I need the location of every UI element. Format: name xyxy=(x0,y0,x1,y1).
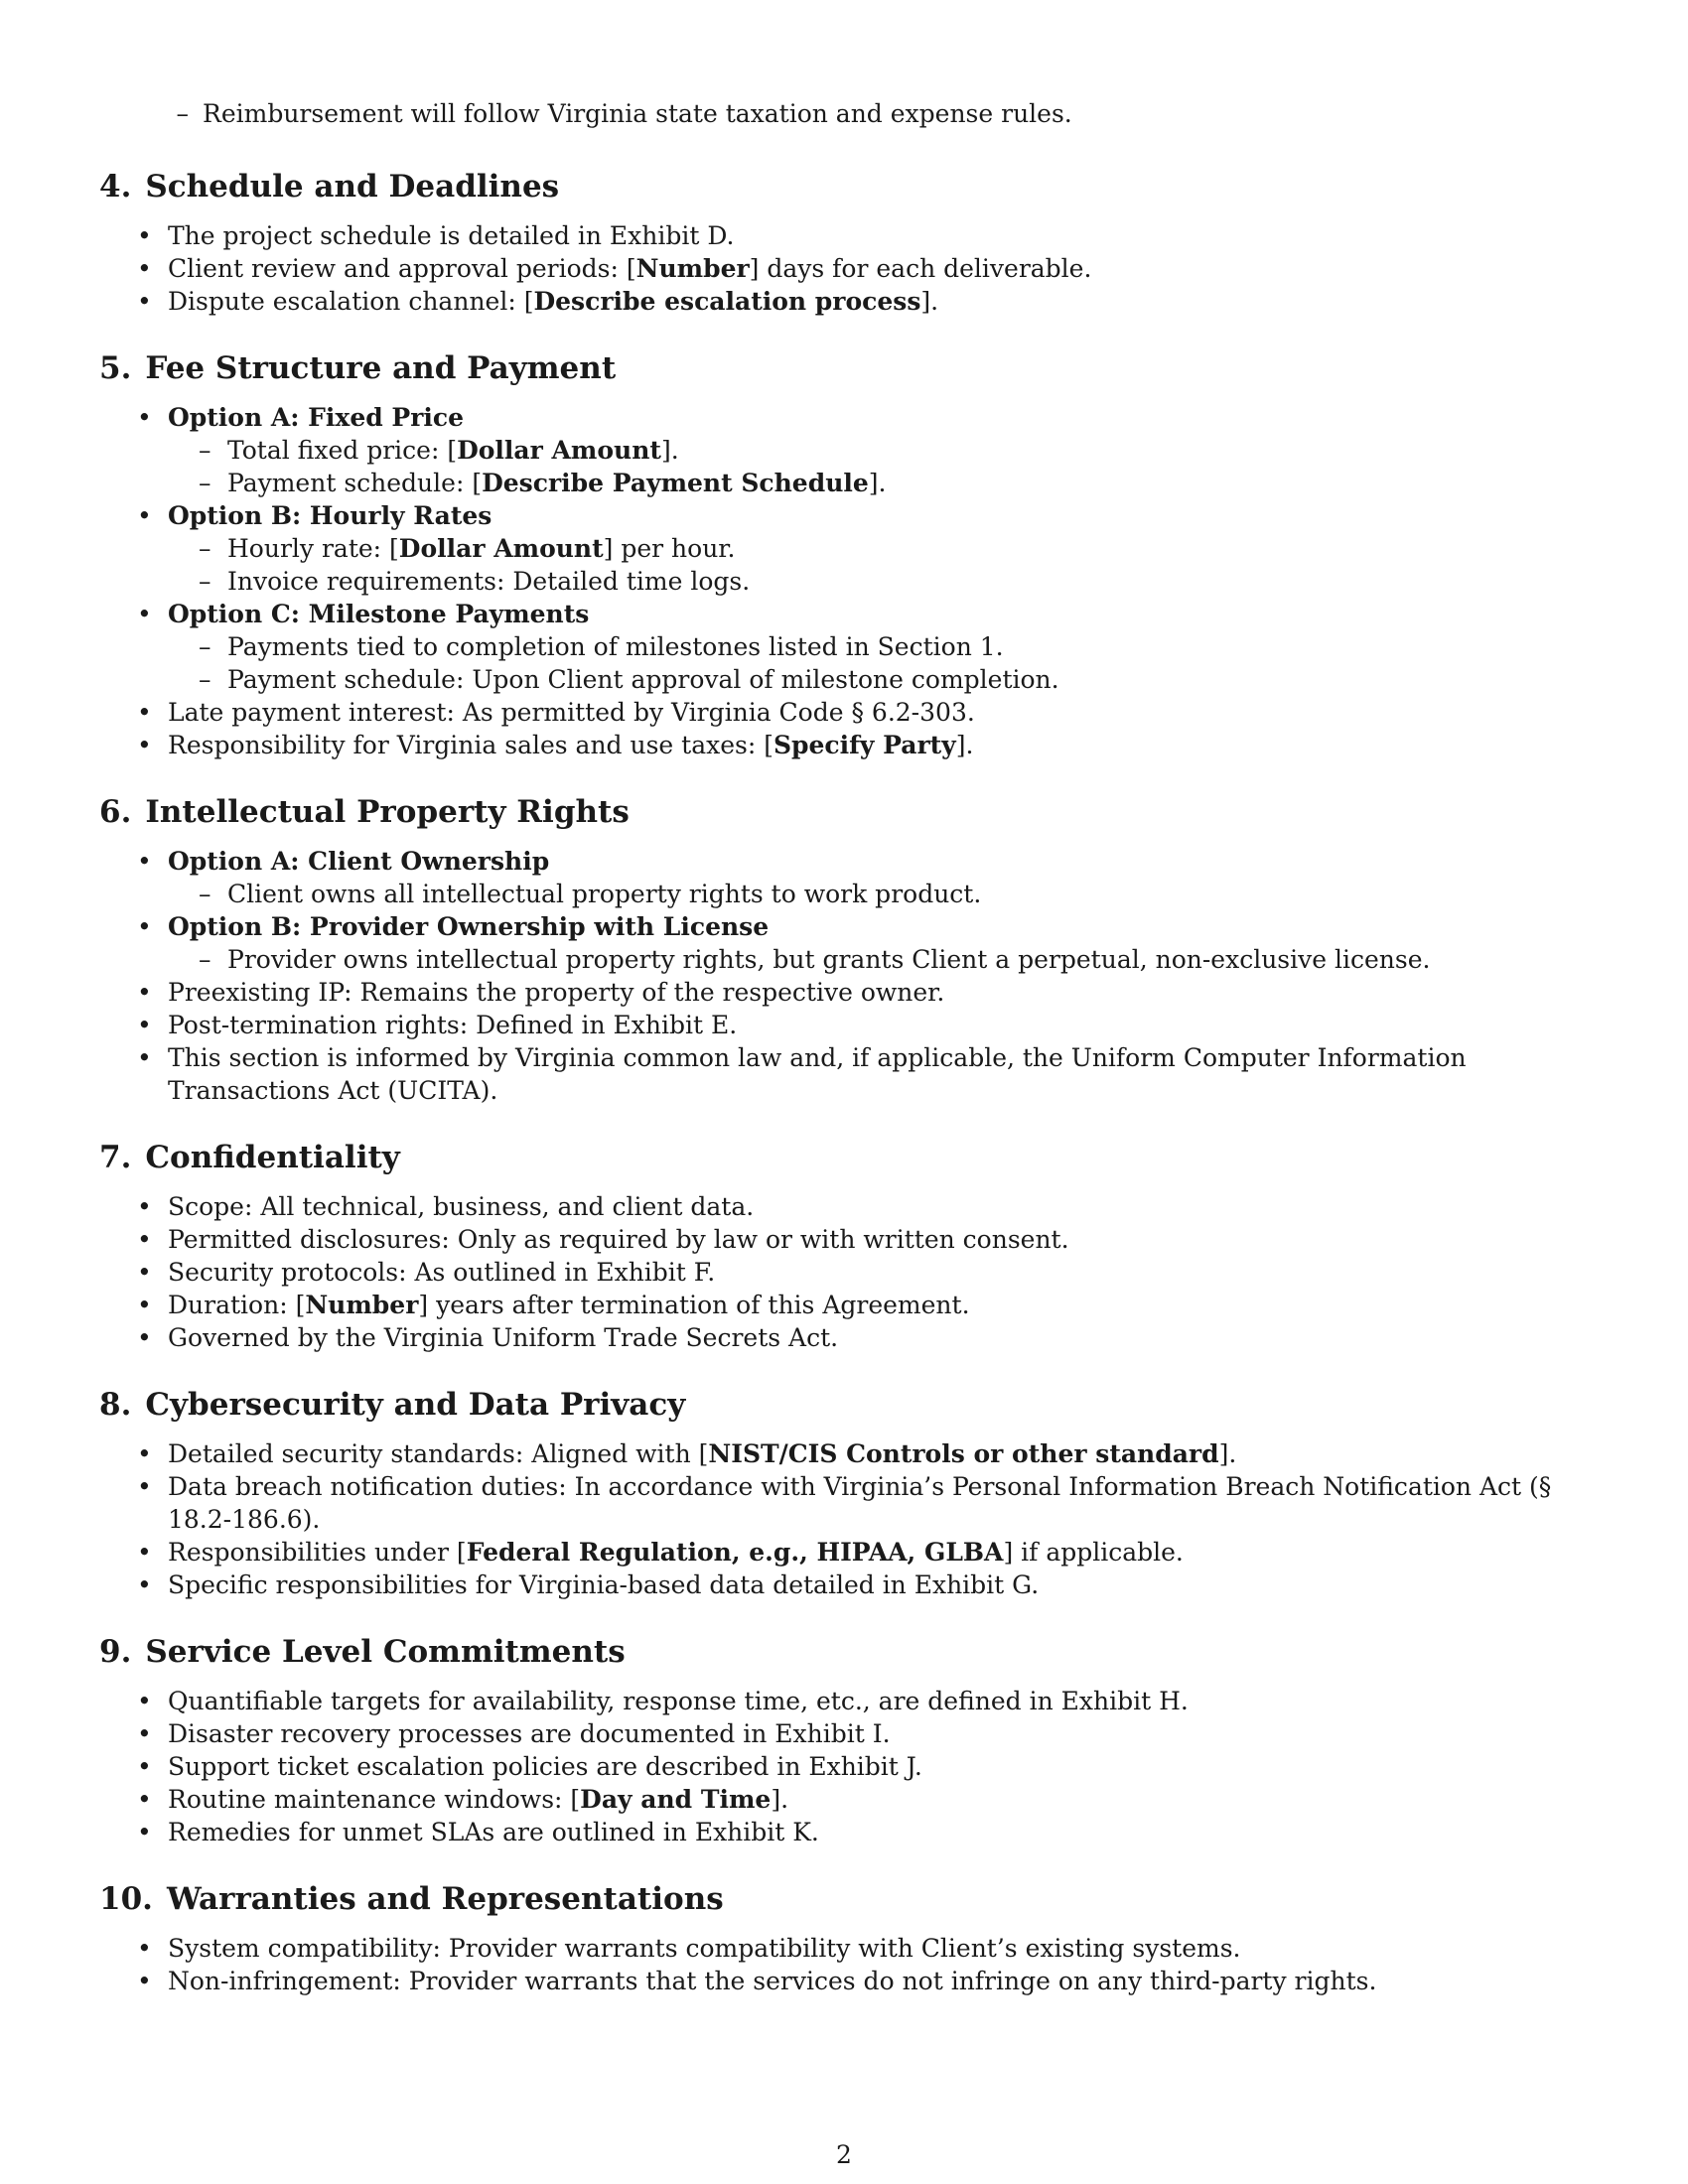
list-item xyxy=(99,598,1589,630)
sub-list-wrapper xyxy=(99,630,1589,696)
section-number: 8. xyxy=(99,1387,132,1423)
section-title: Warranties and Representations xyxy=(166,1881,724,1917)
section xyxy=(99,1139,1589,1354)
text-run: Detailed security standards: Aligned with [ xyxy=(168,1439,709,1468)
list-item xyxy=(99,285,1589,318)
sub-list xyxy=(99,943,1589,976)
sub-list-wrapper xyxy=(99,434,1589,499)
section-heading xyxy=(99,168,1589,205)
text-run: ] per hour. xyxy=(603,534,736,563)
list-item xyxy=(99,1223,1589,1256)
section-number: 4. xyxy=(99,169,132,205)
bullet-list xyxy=(99,1190,1589,1354)
text-run: Late payment interest: As permitted by Virginia Code § 6.2-303. xyxy=(168,698,975,727)
bullet-list xyxy=(99,845,1589,1107)
text-run: Payment schedule: Upon Client approval of milestone completion. xyxy=(227,665,1059,694)
placeholder-field: Specify Party xyxy=(773,731,956,759)
text-run: This section is informed by Virginia common law and, if applicable, the Uniform Computer Information Transactions Act (UCITA). xyxy=(168,1043,1467,1105)
text-run: Scope: All technical, business, and client data. xyxy=(168,1192,755,1221)
text-run: ] years after termination of this Agreement. xyxy=(418,1291,970,1319)
sub-list-item xyxy=(99,434,1589,467)
option-label: Option A: Client Ownership xyxy=(168,847,550,876)
text-run: ] if applicable. xyxy=(1003,1538,1184,1567)
placeholder-field: Number xyxy=(635,254,750,283)
text-run: ]. xyxy=(868,469,887,497)
document-body xyxy=(99,97,1589,2029)
section-number: 5. xyxy=(99,350,132,386)
text-run: ]. xyxy=(1218,1439,1237,1468)
section xyxy=(99,349,1589,761)
text-run: Provider owns intellectual property rights, but grants Client a perpetual, non-exclusive license. xyxy=(227,945,1431,974)
sections-container xyxy=(99,168,1589,1997)
placeholder-field: Dollar Amount xyxy=(398,534,604,563)
text-run: Governed by the Virginia Uniform Trade Secrets Act. xyxy=(168,1323,839,1352)
list-item xyxy=(99,1816,1589,1848)
bullet-list xyxy=(99,401,1589,761)
text-run: Permitted disclosures: Only as required by law or with written consent. xyxy=(168,1225,1069,1254)
text-run: Responsibility for Virginia sales and use taxes: [ xyxy=(168,731,774,759)
bullet-list xyxy=(99,1437,1589,1601)
text-run: Hourly rate: [ xyxy=(227,534,399,563)
list-item xyxy=(99,1783,1589,1816)
text-run: Quantifiable targets for availability, response time, etc., are defined in Exhibit H. xyxy=(168,1687,1189,1715)
list-item xyxy=(99,696,1589,729)
sub-list xyxy=(99,532,1589,598)
list-item xyxy=(99,219,1589,252)
section-title: Intellectual Property Rights xyxy=(145,794,630,830)
text-run: Specific responsibilities for Virginia-based data detailed in Exhibit G. xyxy=(168,1570,1040,1599)
bullet-list xyxy=(99,1932,1589,1997)
text-run: The project schedule is detailed in Exhibit D. xyxy=(168,221,735,250)
list-item xyxy=(99,1190,1589,1223)
placeholder-field: Describe Payment Schedule xyxy=(482,469,869,497)
list-item xyxy=(99,976,1589,1009)
section xyxy=(99,168,1589,318)
bullet-list xyxy=(99,1685,1589,1848)
text-run: Client owns all intellectual property rights to work product. xyxy=(227,880,982,908)
placeholder-field: Describe escalation process xyxy=(533,287,921,316)
section-title: Fee Structure and Payment xyxy=(145,350,617,386)
sub-list xyxy=(99,630,1589,696)
list-item xyxy=(99,845,1589,878)
section-heading xyxy=(99,1139,1589,1176)
list-item xyxy=(99,1717,1589,1750)
option-label: Option B: Hourly Rates xyxy=(168,501,492,530)
option-label: Option B: Provider Ownership with License xyxy=(168,912,770,941)
sub-list-item xyxy=(99,878,1589,910)
sub-list xyxy=(99,434,1589,499)
text-run: Routine maintenance windows: [ xyxy=(168,1785,581,1814)
list-item xyxy=(99,1932,1589,1965)
sub-list-item xyxy=(99,630,1589,663)
section-title: Cybersecurity and Data Privacy xyxy=(145,1387,686,1423)
list-item xyxy=(99,1965,1589,1997)
text-run: Data breach notification duties: In accordance with Virginia’s Personal Information Breach Notification Act (§ 18.2-186.6). xyxy=(168,1472,1552,1534)
text-run: Invoice requirements: Detailed time logs. xyxy=(227,567,751,596)
text-run: ]. xyxy=(771,1785,789,1814)
list-item xyxy=(99,1321,1589,1354)
list-item xyxy=(99,1536,1589,1569)
text-run: Post-termination rights: Defined in Exhibit E. xyxy=(168,1011,738,1039)
section-number: 10. xyxy=(99,1881,153,1917)
placeholder-field: Federal Regulation, e.g., HIPAA, GLBA xyxy=(466,1538,1004,1567)
list-item xyxy=(99,1437,1589,1470)
sub-list-item xyxy=(99,467,1589,499)
text-run: ]. xyxy=(955,731,974,759)
option-label: Option C: Milestone Payments xyxy=(168,600,590,628)
section-number: 6. xyxy=(99,794,132,830)
list-item xyxy=(99,1685,1589,1717)
section-heading xyxy=(99,1633,1589,1671)
text-run: Remedies for unmet SLAs are outlined in Exhibit K. xyxy=(168,1818,819,1846)
text-run: Dispute escalation channel: [ xyxy=(168,287,534,316)
section xyxy=(99,1633,1589,1848)
continued-sub-bullet: – Reimbursement will follow Virginia state taxation and expense rules. xyxy=(99,97,1589,130)
placeholder-field: Number xyxy=(305,1291,419,1319)
text-run: Client review and approval periods: [ xyxy=(168,254,636,283)
sub-list-wrapper xyxy=(99,878,1589,910)
list-item xyxy=(99,729,1589,761)
list-item xyxy=(99,1569,1589,1601)
section-title: Service Level Commitments xyxy=(145,1634,626,1670)
section-heading xyxy=(99,349,1589,387)
sub-list xyxy=(99,878,1589,910)
text-run: Disaster recovery processes are documented in Exhibit I. xyxy=(168,1719,891,1748)
section xyxy=(99,1880,1589,1997)
sub-list-item xyxy=(99,532,1589,565)
text-run: Payments tied to completion of milestones listed in Section 1. xyxy=(227,632,1004,661)
list-item xyxy=(99,1041,1589,1107)
option-label: Option A: Fixed Price xyxy=(168,403,465,432)
list-item xyxy=(99,1256,1589,1289)
section-heading xyxy=(99,1880,1589,1918)
section-title: Schedule and Deadlines xyxy=(145,169,560,205)
bullet-list xyxy=(99,219,1589,318)
list-item xyxy=(99,910,1589,943)
section-number: 7. xyxy=(99,1140,132,1175)
sub-list-item xyxy=(99,943,1589,976)
sub-list-item xyxy=(99,663,1589,696)
section-heading xyxy=(99,793,1589,831)
section-heading xyxy=(99,1386,1589,1424)
text-run: ]. xyxy=(660,436,679,465)
list-item xyxy=(99,1750,1589,1783)
section xyxy=(99,1386,1589,1601)
text-run: Total fixed price: [ xyxy=(227,436,458,465)
text-run: Support ticket escalation policies are described in Exhibit J. xyxy=(168,1752,922,1781)
section-title: Confidentiality xyxy=(145,1140,400,1175)
section-number: 9. xyxy=(99,1634,132,1670)
sub-list-item xyxy=(99,565,1589,598)
placeholder-field: Dollar Amount xyxy=(457,436,661,465)
placeholder-field: NIST/CIS Controls or other standard xyxy=(708,1439,1219,1468)
text-run: ]. xyxy=(920,287,939,316)
list-item xyxy=(99,1470,1589,1536)
list-item xyxy=(99,252,1589,285)
list-item xyxy=(99,1289,1589,1321)
text-run: System compatibility: Provider warrants compatibility with Client’s existing systems. xyxy=(168,1934,1241,1963)
text-run: Non-infringement: Provider warrants that the services do not infringe on any third-party rights. xyxy=(168,1967,1377,1995)
text-run: Security protocols: As outlined in Exhibit F. xyxy=(168,1258,716,1287)
page-number: 2 xyxy=(836,2140,852,2169)
list-item xyxy=(99,499,1589,532)
text-run: Duration: [ xyxy=(168,1291,306,1319)
sub-list-wrapper xyxy=(99,532,1589,598)
text-run: Responsibilities under [ xyxy=(168,1538,467,1567)
text-run: Preexisting IP: Remains the property of the respective owner. xyxy=(168,978,945,1007)
sub-list-wrapper xyxy=(99,943,1589,976)
text-run: ] days for each deliverable. xyxy=(749,254,1092,283)
list-item xyxy=(99,401,1589,434)
list-item xyxy=(99,1009,1589,1041)
text-run: Payment schedule: [ xyxy=(227,469,483,497)
placeholder-field: Day and Time xyxy=(580,1785,772,1814)
section xyxy=(99,793,1589,1107)
